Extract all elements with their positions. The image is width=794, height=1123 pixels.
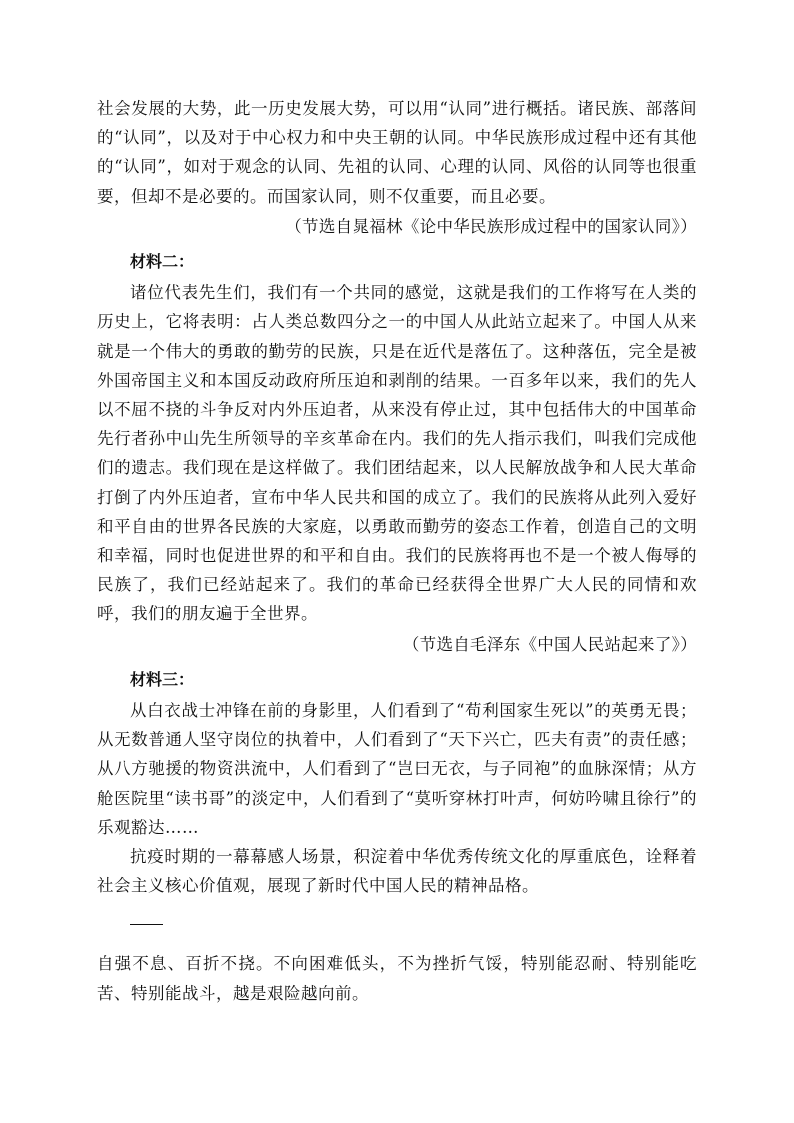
paragraph-material-three-summary: 抗疫时期的一幕幕感人场景，积淀着中华优秀传统文化的厚重底色，诠释着社会主义核心价值观，展现了新时代中国人民的精神品格。	[97, 847, 697, 896]
source-citation-one: （节选自晁福林《论中华民族形成过程中的国家认同》）	[285, 216, 697, 236]
paragraph-spirit-summary: 自强不息、百折不挠。不向困难低头，不为挫折气馁，特别能忍耐、特别能吃苦、特别能战斗，越是艰险越向前。	[97, 954, 697, 1003]
document-page	[97, 94, 697, 1008]
source-citation-two: （节选自毛泽东《中国人民站起来了》）	[402, 634, 697, 654]
paragraph-material-three: 从白衣战士冲锋在前的身影里，人们看到了“苟利国家生死以”的英勇无畏；从无数普通人坚守岗位的执着中，人们看到了“天下兴亡，匹夫有责”的责任感；从八方驰援的物资洪流中，人们看到了“岂曰无衣，与子同袍”的血脉深情；从方舱医院里“读书哥”的淡定中，人们看到了“莫听穿林打叶声，何妨吟啸且徐行”的乐观豁达……	[97, 701, 697, 837]
dash-divider	[130, 924, 163, 925]
paragraph-material-one-tail: 社会发展的大势，此一历史发展大势，可以用“认同”进行概括。诸民族、部落间的“认同”，以及对于中心权力和中央王朝的认同。中华民族形成过程中还有其他的“认同”，如对于观念的认同、先祖的认同、心理的认同、风俗的认同等也很重要，但却不是必要的。而国家认同，则不仅重要，而且必要。	[97, 99, 697, 206]
paragraph-material-two: 诸位代表先生们，我们有一个共同的感觉，这就是我们的工作将写在人类的历史上，它将表明：占人类总数四分之一的中国人从此站立起来了。中国人从来就是一个伟大的勇敢的勤劳的民族，只是在近代是落伍了。这种落伍，完全是被外国帝国主义和本国反动政府所压迫和剥削的结果。一百多年以来，我们的先人以不屈不挠的斗争反对内外压迫者，从来没有停止过，其中包括伟大的中国革命先行者孙中山先生所领导的辛亥革命在内。我们的先人指示我们，叫我们完成他们的遗志。我们现在是这样做了。我们团结起来，以人民解放战争和人民大革命打倒了内外压迫者，宣布中华人民共和国的成立了。我们的民族将从此列入爱好和平自由的世界各民族的大家庭，以勇敢而勤劳的姿态工作着，创造自己的文明和幸福，同时也促进世界的和平和自由。我们的民族将再也不是一个被人侮辱的民族了，我们已经站起来了。我们的革命已经获得全世界广大人民的同情和欢呼，我们的朋友遍于全世界。	[97, 283, 697, 624]
heading-material-three: 材料三：	[130, 669, 195, 689]
heading-material-two: 材料二：	[130, 252, 195, 272]
